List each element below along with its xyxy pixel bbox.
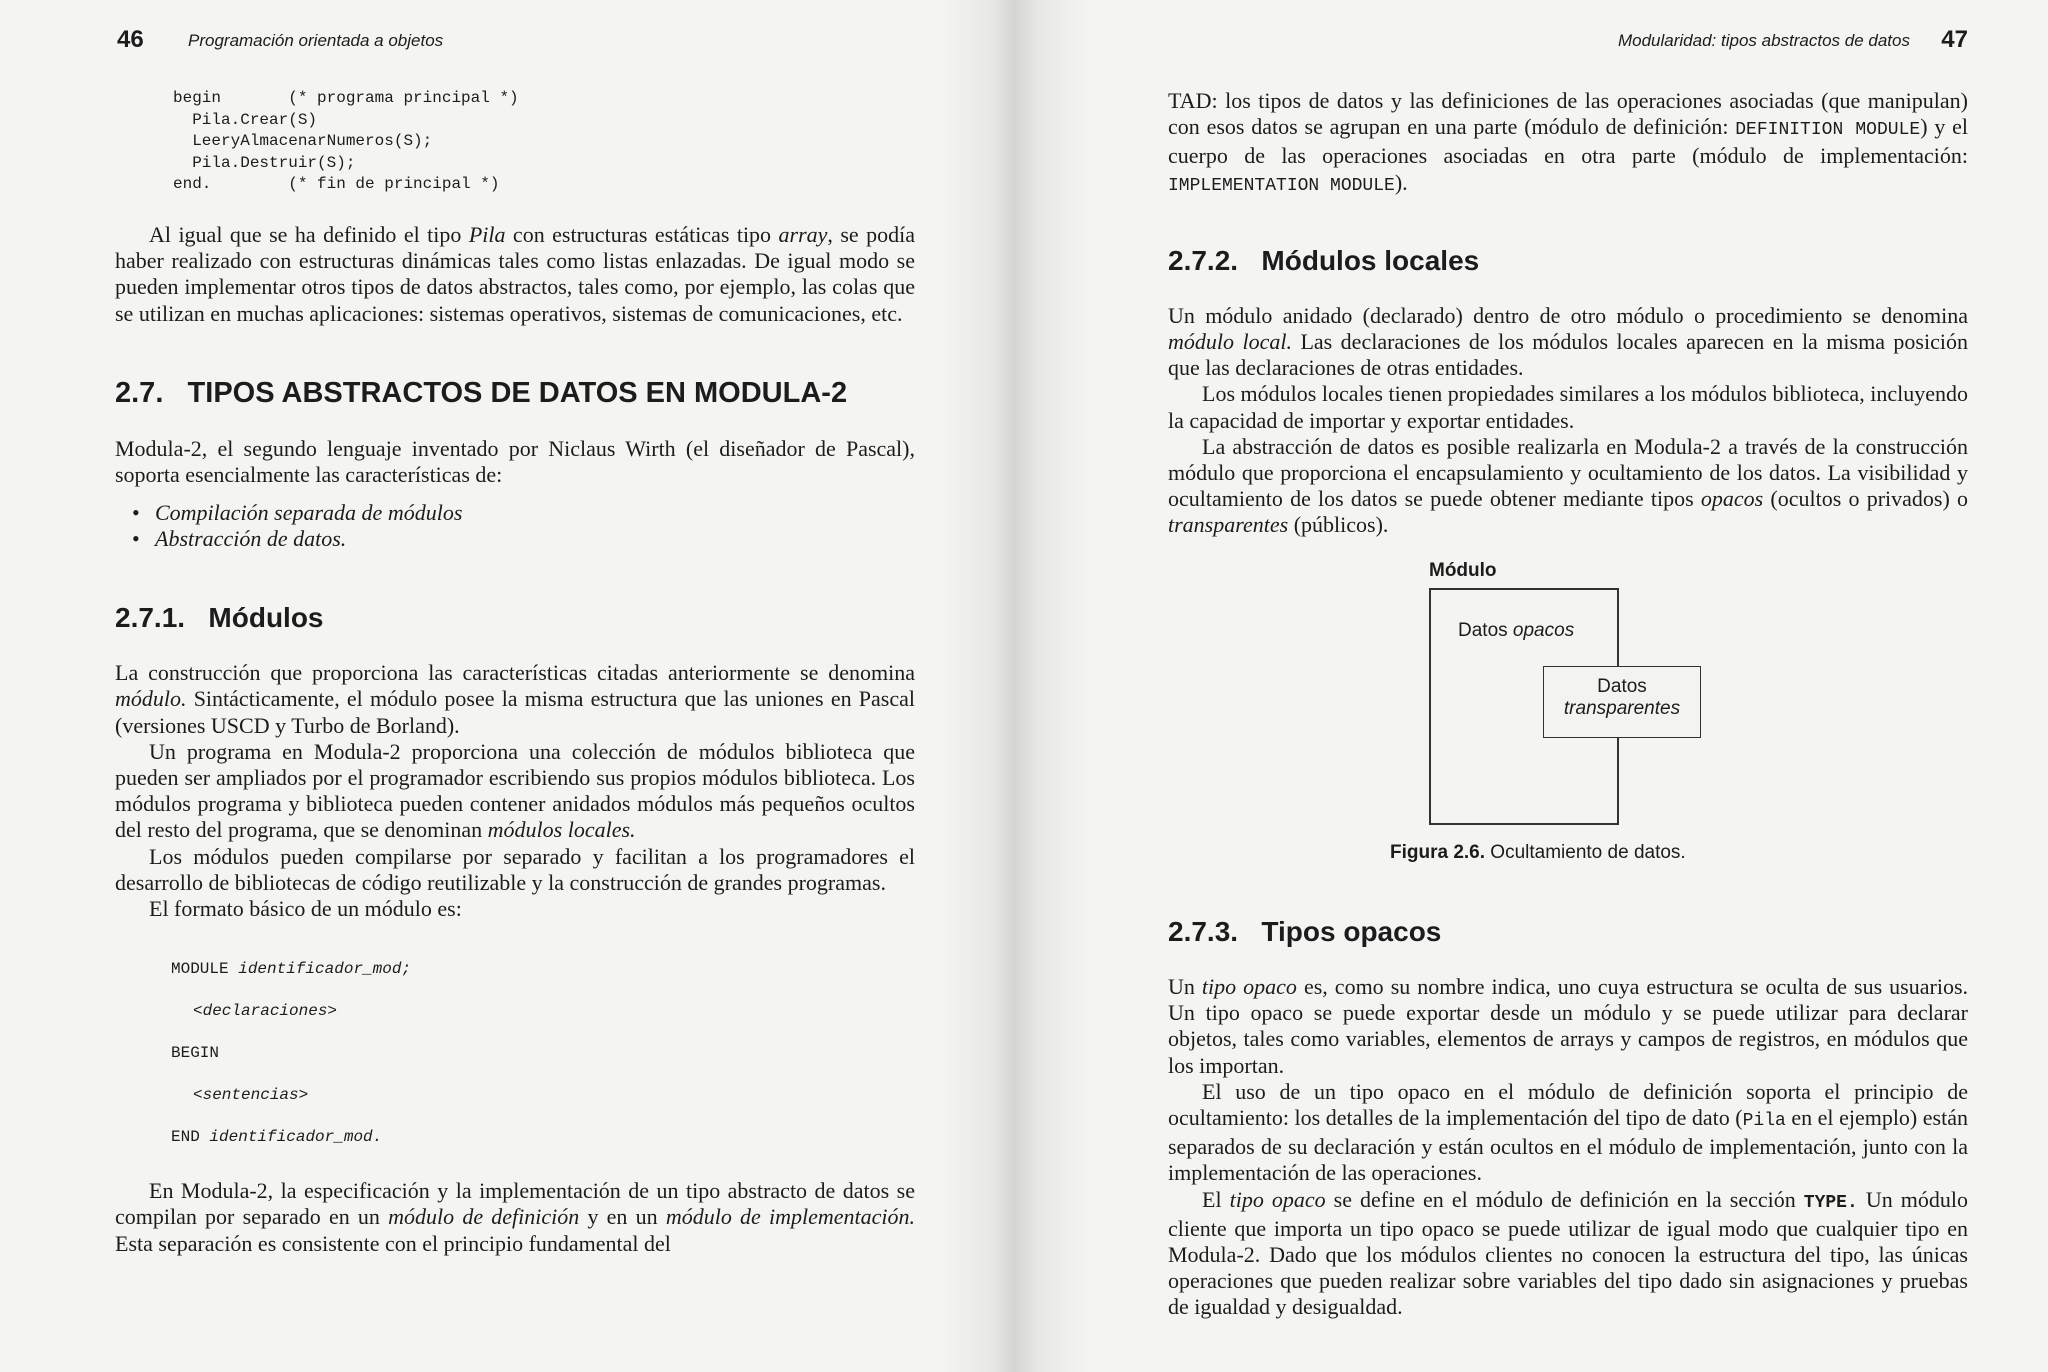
list-item: • Abstracción de datos. [115,526,915,552]
list-item: • Compilación separada de módulos [115,500,915,526]
paragraph-modulos-3: Los módulos pueden compilarse por separado y facilitan a los programadores el desarrollo de bibliotecas de código reutilizable y la construcción de grandes programas. [115,843,915,895]
page-number-right: 47 [1941,26,1968,53]
left-running-head [115,26,915,56]
running-title-left: Programación orientada a objetos [188,31,444,50]
code-line: LeeryAlmacenarNumeros(S); [173,132,433,151]
module-format-line: END identificador_mod. [171,1128,383,1147]
code-line: Pila.Destruir(S); [173,153,356,172]
opaque-data-label: Datos opacos [1458,620,1575,641]
figure-data-hiding [1168,560,1968,880]
transparent-data-label: Datos [1597,676,1647,697]
code-line: Pila.Crear(S) [173,110,318,129]
module-format-line: <sentencias> [193,1086,309,1105]
transparent-data-box [1543,666,1701,738]
code-line: begin (* programa principal *) [173,89,519,107]
transparent-data-sublabel: transparentes [1563,698,1681,719]
code-line: end. (* fin de principal *) [173,175,500,194]
book-spine-shadow [940,0,1090,1372]
module-format-line: MODULE identificador_mod; [171,960,412,979]
module-format-block [171,948,915,1158]
running-title-right: Modularidad: tipos abstractos de datos [1617,31,1910,50]
paragraph-modula: Modula-2, el segundo lenguaje inventado por Niclaus Wirth (el diseñador de Pascal), soporta esencialmente las características de: [115,435,915,487]
right-running-head [1168,26,1968,56]
page-number-left: 46 [117,26,144,53]
section-heading-2-7-1: 2.7.1. Módulos [115,602,324,634]
paragraph-opacos-3: El tipo opaco se define en el módulo de definición en la sección TYPE. Un módulo cliente que importa un tipo opaco se puede utilizar de igual modo que cualquier tipo en Modula-2. Dado que los módulos clientes no conocen la estructura del tipo, las únicas operaciones que pueden realizar sobre variables del tipo dado sin asignaciones y pruebas de igualdad y desigualdad. [1168,1186,1968,1320]
module-format-line: BEGIN [171,1044,220,1063]
paragraph-modulos-1: La construcción que proporciona las características citadas anteriormente se denomina módulo. Sintácticamente, el módulo posee la misma estructura que las uniones en Pascal (versiones USCD y Turbo de Borland). [115,660,915,738]
paragraph-locales-3: La abstracción de datos es posible realizarla en Modula-2 a través de la construcción módulo que proporciona el encapsulamiento y ocultamiento de los datos. La visibilidad y ocultamiento de los datos se puede obtener mediante tipos opacos (ocultos o privados) o transparentes (públicos). [1168,433,1968,538]
figure-title: Módulo [1429,560,1497,581]
paragraph-locales-2: Los módulos locales tienen propiedades similares a los módulos biblioteca, incluyendo la capacidad de importar y exportar entidades. [1168,381,1968,433]
section-heading-2-7-3: 2.7.3. Tipos opacos [1168,916,1442,947]
section-heading-2-7-2: 2.7.2. Módulos locales [1168,244,1480,276]
module-format-line: <declaraciones> [193,1002,338,1021]
right-content-lower [1168,916,1968,1321]
paragraph-opacos-1: Un tipo opaco es, como su nombre indica, uno cuya estructura se oculta de sus usuarios. Un tipo opaco se puede exportar desde un módulo y se puede utilizar para declarar objetos, tales como variables, elementos de arrays y campos de registros, en módulos que los importan. [1168,974,1968,1078]
right-page [1168,0,1968,1372]
paragraph-opacos-2: El uso de un tipo opaco en el módulo de definición soporta el principio de ocultamiento: los detalles de la implementación del tipo de dato (Pila en el ejemplo) están separados de su declaración y están ocultos en el módulo de implementación, junto con la implementación de las operaciones. [1168,1078,1968,1186]
section-heading-2-7: 2.7. TIPOS ABSTRACTOS DE DATOS EN MODULA-2 [115,376,848,409]
paragraph-array: Al igual que se ha definido el tipo Pila con estructuras estáticas tipo array, se podía haber realizado con estructuras dinámicas tales como listas enlazadas. De igual modo se pueden implementar otros tipos de datos abstractos, tales como, por ejemplo, las colas que se utilizan en muchas aplicaciones: sistemas operativos, sistemas de comunicaciones, etc. [115,221,915,326]
paragraph-spec: En Modula-2, la especificación y la implementación de un tipo abstracto de datos se compilan por separado en un módulo de definición y en un módulo de implementación. Esta separación es consistente con el principio fundamental del [115,1178,916,1256]
paragraph-modulos-4: El formato básico de un módulo es: [149,896,462,922]
paragraph-tad: TAD: los tipos de datos y las definiciones de las operaciones asociadas (que manipulan) con esos datos se agrupan en una parte (módulo de definición: DEFINITION MODULE) y el cuerpo de las operaciones asociadas en otra parte (módulo de implementación: IMPLEMENTATION MODULE). [1168,88,1968,196]
left-page [115,0,915,1372]
figure-caption: Figura 2.6. Ocultamiento de datos. [1390,842,1686,863]
paragraph-locales-1: Un módulo anidado (declarado) dentro de otro módulo o procedimiento se denomina módulo local. Las declaraciones de los módulos locales aparecen en la misma posición que las declaraciones de otras entidades. [1168,302,1968,381]
right-content [1168,88,1968,539]
code-block-main [173,88,915,196]
paragraph-modulos-2: Un programa en Modula-2 proporciona una colección de módulos biblioteca que pueden ser ampliados por el programador escribiendo sus propios módulos biblioteca. Los módulos programa y biblioteca pueden contener anidados módulos más pequeños ocultos del resto del programa, que se denominan módulos locales. [115,738,915,843]
feature-list [115,500,915,552]
left-content [115,88,915,1257]
